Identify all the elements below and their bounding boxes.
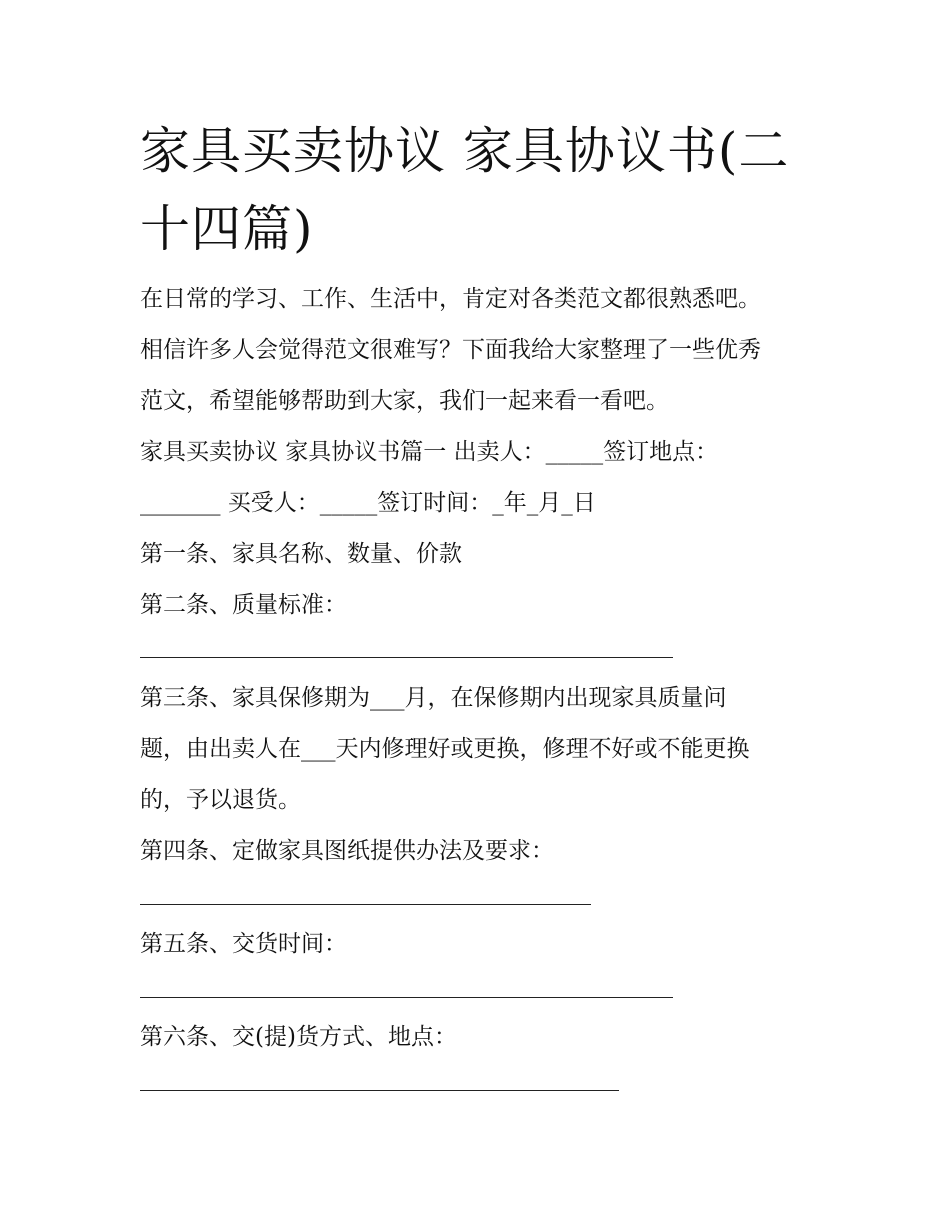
contract-header-line-1: 家具买卖协议 家具协议书篇一 出卖人：_____签订地点： (140, 439, 719, 465)
clause-2-blank-line (140, 657, 673, 658)
title-line-2: 十四篇) (140, 200, 314, 258)
intro-line-3: 范文，希望能够帮助到大家，我们一起来看一看吧。 (140, 388, 669, 414)
clause-5: 第五条、交货时间： (140, 931, 347, 957)
document-title (140, 112, 820, 268)
contract-header-line-2: _______ 买受人：_____签订时间：_年_月_日 (140, 490, 596, 516)
intro-line-2: 相信许多人会觉得范文很难写？下面我给大家整理了一些优秀 (140, 337, 761, 363)
clause-5-blank-line (140, 997, 673, 998)
clause-6-blank-line (140, 1090, 619, 1091)
title-line-1: 家具买卖协议 家具协议书(二 (140, 122, 790, 180)
intro-line-1: 在日常的学习、工作、生活中，肯定对各类范文都很熟悉吧。 (140, 286, 761, 312)
clause-4: 第四条、定做家具图纸提供办法及要求： (140, 838, 554, 864)
clause-1: 第一条、家具名称、数量、价款 (140, 541, 462, 567)
clause-6: 第六条、交(提)货方式、地点： (140, 1024, 457, 1050)
clause-2: 第二条、质量标准： (140, 592, 347, 618)
clause-3-line-3: 的，予以退货。 (140, 787, 301, 813)
clause-3-line-2: 题，由出卖人在___天内修理好或更换，修理不好或不能更换 (140, 736, 750, 762)
clause-3-line-1: 第三条、家具保修期为___月，在保修期内出现家具质量问 (140, 685, 727, 711)
clause-4-blank-line (140, 904, 591, 905)
